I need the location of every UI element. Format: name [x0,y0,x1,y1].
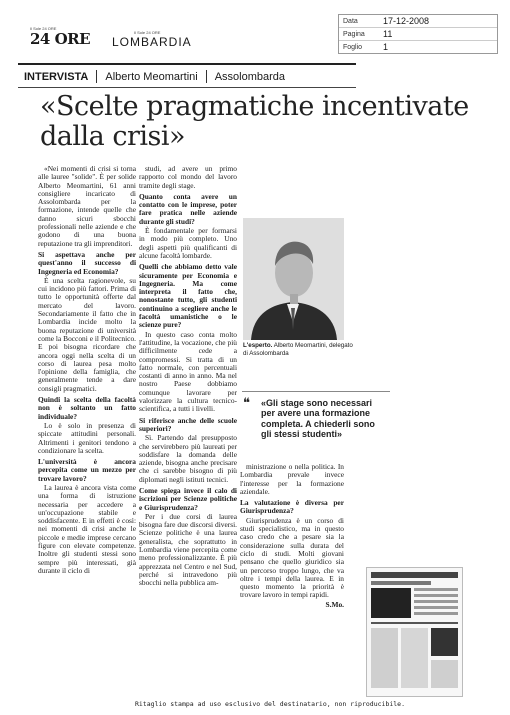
masthead [16,8,336,54]
kicker-org: Assolombarda [214,70,286,83]
interview-answer: Per i due corsi di laurea bisogna fare due discorsi diversi. Scienze politiche è una laurea generalista, che soprattutto in Lombardia viene percepita come meno professionalizzante. È più apprezzata nel Centro e nel Sud, perché si intravedono più sbocchi nella pubblica am- [139,511,237,588]
pullquote-rule [242,391,390,392]
portrait-illustration [243,218,344,340]
interview-answer: È una scelta ragionevole, su cui incidono più fattori. Prima di tutto le opportunità offerte dal mercato del lavoro. Secondariamente il fatto che in Lombardia incide molto la buona reputazione di università come la Bocconi e il Politecnico. E poi bisogna ricordare che ancora oggi nella scelta di un corso di laurea pesa molto l'opinione della famiglia, che generalmente tende a dare consigli pragmatici. [38,275,136,393]
quote-mark-icon: ❝ [243,395,250,410]
interview-answer: Lo è solo in presenza di spiccate attitudini personali. Altrimenti i genitori tendono a condizionare la scelta. [38,420,136,455]
meta-page-value: 11 [383,29,393,39]
caption-text: Alberto Meomartini, delegato di Assolombarda [243,342,353,357]
logo-small-tag: Il Sole 24 ORE [134,30,161,35]
interview-question: L'università è ancora percepita come un mezzo per trovare lavoro? [38,457,136,483]
interview-answer: studi, ad avere un primo rapporto col mondo del lavoro tramite degli stage. [139,164,237,190]
interview-question: Come spiega invece il calo di iscrizioni per Scienze politiche e Giurisprudenza? [139,485,237,512]
clipping-meta-box [338,14,498,54]
interview-answer: «Nei momenti di crisi si torna alle lauree "solide". È per solide Alberto Meomartini, 61 anni consigliere incaricato di Assolombarda per la formazione, intende quelle che danno sicuri sbocchi professionali nelle aziende e che godono di una buona reputazione tra gli imprenditori. [38,164,136,248]
page-thumbnail-illustration [367,568,462,696]
meta-page-label: Pagina [343,30,365,38]
meta-page-row [339,28,497,41]
article-kicker [24,70,285,83]
newspaper-logo: 24 ORE [30,30,91,48]
top-rule [18,63,356,65]
masthead-tag: Il Sole 24 ORE [30,26,57,31]
interview-question: La valutazione è diversa per Giurisprudenza? [240,498,344,516]
interview-answer: È fondamentale per formarsi in modo più completo. Uno degli aspetti più qualificanti di alcune facoltà lombarde. [139,226,237,260]
kicker-section: INTERVISTA [24,70,89,83]
interview-question: Si riferisce anche delle scuole superiori? [139,415,237,433]
kicker-divider [206,70,207,83]
article-column-1 [38,165,136,690]
page-thumbnail [366,567,463,697]
portrait-photo [243,218,344,340]
kicker-person: Alberto Meomartini [105,70,198,83]
interview-answer: ministrazione o nella politica. In Lombardia prevale invece l'interesse per la formazione aziendale. [240,462,344,496]
photo-caption [243,342,353,357]
author-signature: S.Mo. [325,599,344,609]
meta-sheet-value: 1 [383,42,389,52]
meta-date-value: 17-12-2008 [383,16,430,26]
interview-question: Quelli che abbiamo detto vale sicuramente per Economia e Ingegneria. Ma come interpreta il fatto che, nonostante tutto, gli studenti continuino a scegliere anche le facoltà umanistiche o le scienze pure? [139,262,237,330]
region-logo: LOMBARDIA [112,35,192,49]
kicker-divider [96,70,97,83]
meta-sheet-row [339,41,497,53]
article-column-3 [240,463,344,677]
clipping-footer: Ritaglio stampa ad uso esclusivo del destinatario, non riproducibile. [134,700,406,708]
interview-answer: Sì. Partendo dal presupposto che servirebbero più laureati per soddisfare la domanda delle aziende, bisogna anche precisare che ci sarebbe bisogno di più diplomati negli istituti tecnici. [139,433,237,484]
meta-sheet-label: Foglio [343,43,363,51]
article-title: «Scelte pragmatiche incentivate dalla crisi» [40,91,469,152]
kicker-rule [18,87,356,88]
caption-label: L'esperto. [243,342,273,349]
interview-question: Quanto conta avere un contatto con le imprese, poter fare pratica nelle aziende durante gli studi? [139,191,237,226]
interview-answer: Giurisprudenza è un corso di studi specialistico, ma in questo caso credo che a pesare sia la considerazione sulla durata del ciclo di studi. Molti giovani pensano che quello giuridico sia un percorso troppo lungo, che va oltre i tempi della laurea. E in questo momento la priorità è trovare lavoro in tempi rapidi. [240,515,344,600]
meta-date-label: Data [343,17,358,25]
meta-date-row [339,15,497,28]
interview-question: Quindi la scelta della facoltà non è soltanto un fatto individuale? [38,395,136,421]
interview-question: Si aspettava anche per quest'anno il successo di Ingegneria ed Economia? [38,249,136,276]
pull-quote: «Gli stage sono necessari per avere una formazione completa. A chiederli sono gli stessi studenti» [261,398,375,439]
interview-answer: La laurea è ancora vista come una forma di istruzione necessaria per accedere a un'occupazione stabile e soddisfacente. E in effetti è così: nei momenti di crisi anche le piccole e medie imprese cercano figure con elevate competenze. Inoltre gli studenti stessi sono sempre più interessati, già durante il ciclo di [38,482,136,575]
interview-answer: In questo caso conta molto l'attitudine, la vocazione, che più difficilmente cede a compromessi. Si tratta di un fatto normale, con percentuali costanti di anno in anno. Ma nel nostro Paese dobbiamo comunque lavorare per valorizzare la cultura tecnico-scientifica, a tutti i livelli. [139,329,237,414]
article-column-2 [139,165,237,690]
